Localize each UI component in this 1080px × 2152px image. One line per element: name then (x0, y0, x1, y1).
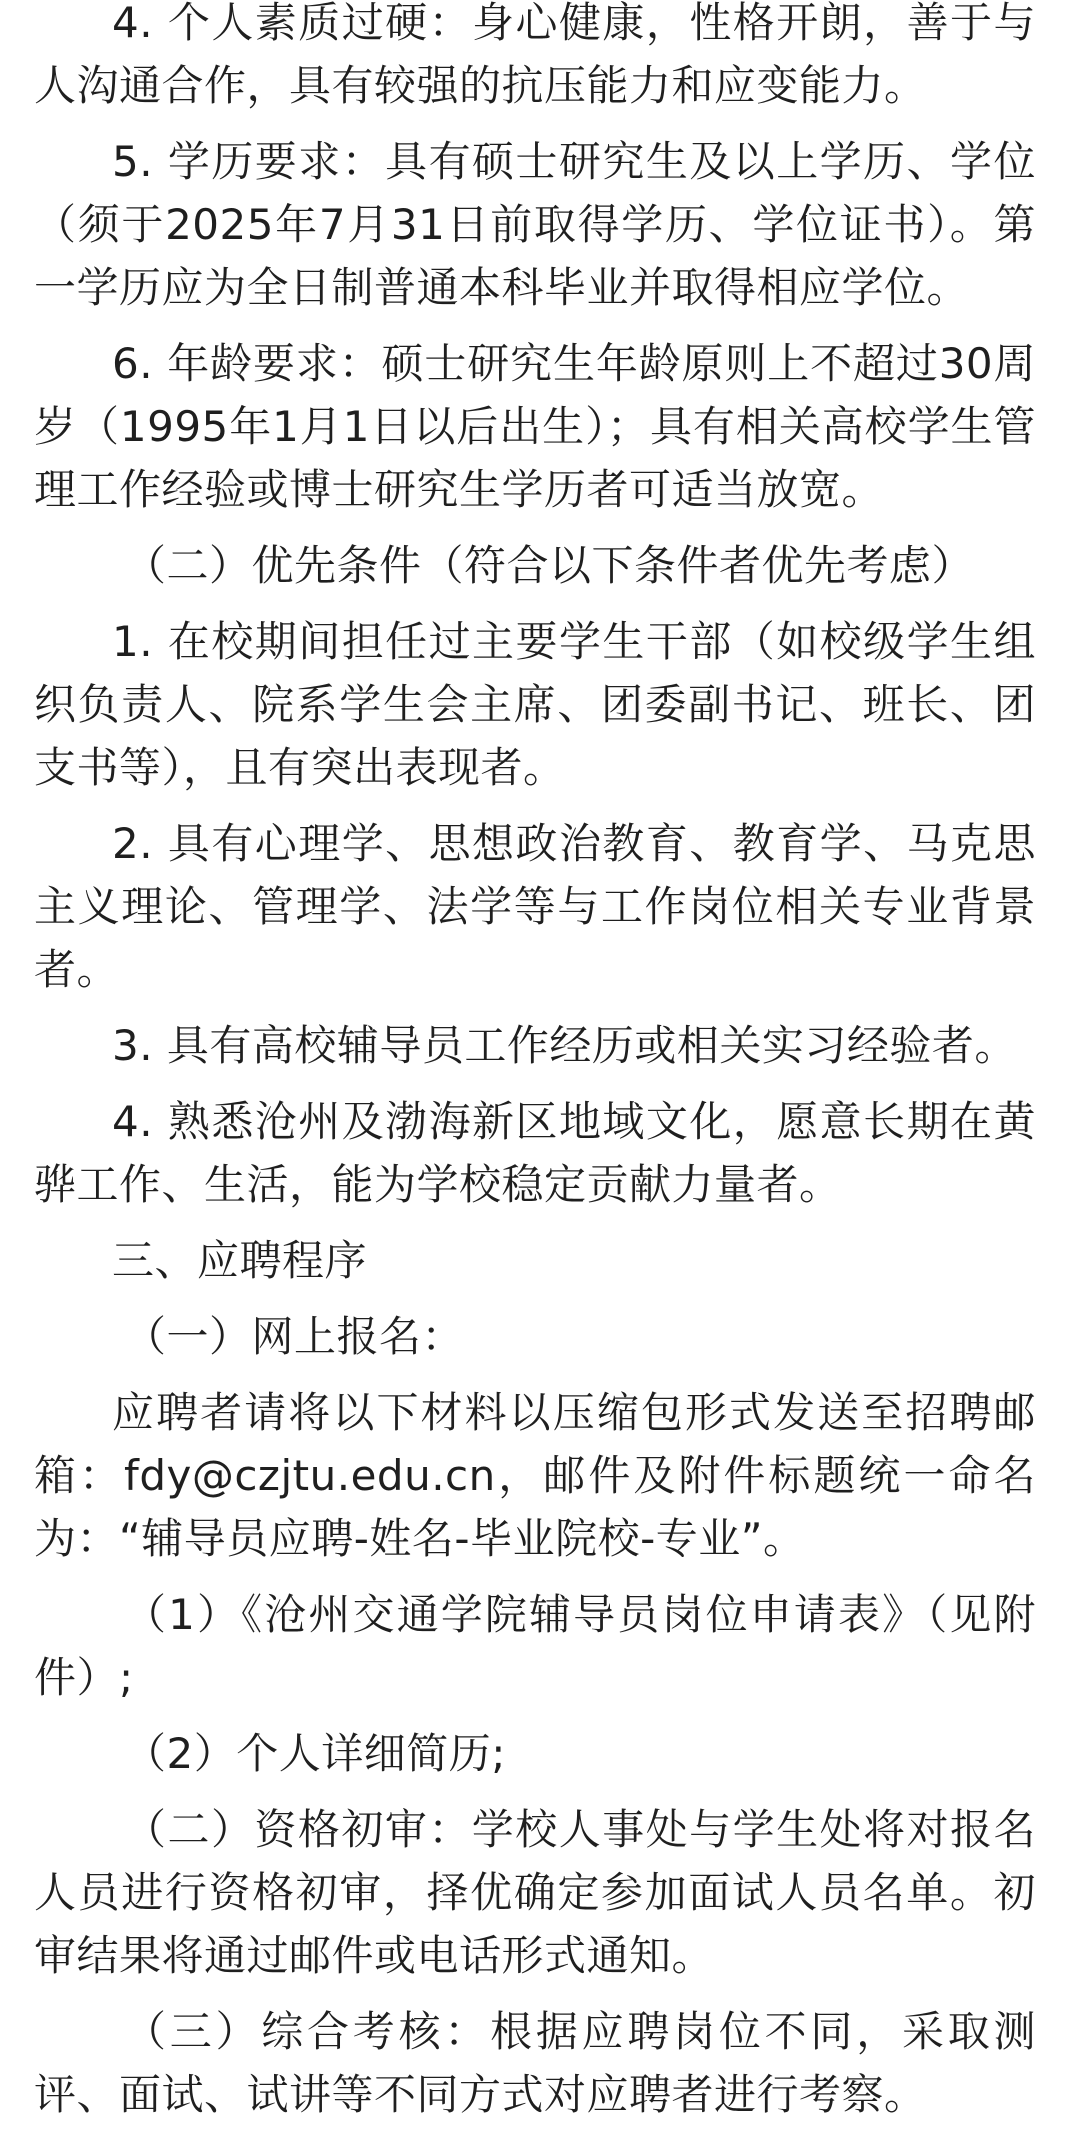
paragraph-email-instructions: 应聘者请将以下材料以压缩包形式发送至招聘邮箱：fdy@czjtu.edu.cn，邮件及附件标题统一命名为：“辅导员应聘-姓名-毕业院校-专业”。 (34, 1388, 1036, 1563)
paragraph-counselor-experience: 3. 具有高校辅导员工作经历或相关实习经验者。 (112, 1021, 1017, 1070)
paragraph-age-requirement: 6. 年龄要求：硕士研究生年龄原则上不超过30周岁（1995年1月1日以后出生）；具有相关高校学生管理工作经验或博士研究生学历者可适当放宽。 (34, 339, 1036, 514)
section-heading-application-procedure: 三、应聘程序 (112, 1236, 368, 1285)
paragraph-major-background: 2. 具有心理学、思想政治教育、教育学、马克思主义理论、管理学、法学等与工作岗位相关专业背景者。 (34, 819, 1036, 994)
paragraph-comprehensive-assessment: （三）综合考核：根据应聘岗位不同，采取测评、面试、试讲等不同方式对应聘者进行考察。 (34, 2007, 1036, 2119)
paragraph-education-requirement: 5. 学历要求：具有硕士研究生及以上学历、学位（须于2025年7月31日前取得学历、学位证书）。第一学历应为全日制普通本科毕业并取得相应学位。 (34, 137, 1036, 312)
paragraph-local-culture: 4. 熟悉沧州及渤海新区地域文化，愿意长期在黄骅工作、生活，能为学校稳定贡献力量者。 (34, 1097, 1036, 1209)
list-item-resume: （2）个人详细简历; (124, 1729, 506, 1778)
paragraph-personal-quality: 4. 个人素质过硬：身心健康，性格开朗，善于与人沟通合作，具有较强的抗压能力和应变能力。 (34, 0, 1036, 110)
section-heading-priority-conditions: （二）优先条件（符合以下条件者优先考虑） (124, 541, 975, 590)
paragraph-student-cadre: 1. 在校期间担任过主要学生干部（如校级学生组织负责人、院系学生会主席、团委副书记、班长、团支书等），且有突出表现者。 (34, 617, 1036, 792)
paragraph-qualification-review: （二）资格初审：学校人事处与学生处将对报名人员进行资格初审，择优确定参加面试人员名单。初审结果将通过邮件或电话形式通知。 (34, 1805, 1036, 1980)
list-item-application-form: （1）《沧州交通学院辅导员岗位申请表》（见附件）; (34, 1590, 1036, 1702)
subheading-online-registration: （一）网上报名： (124, 1312, 465, 1361)
